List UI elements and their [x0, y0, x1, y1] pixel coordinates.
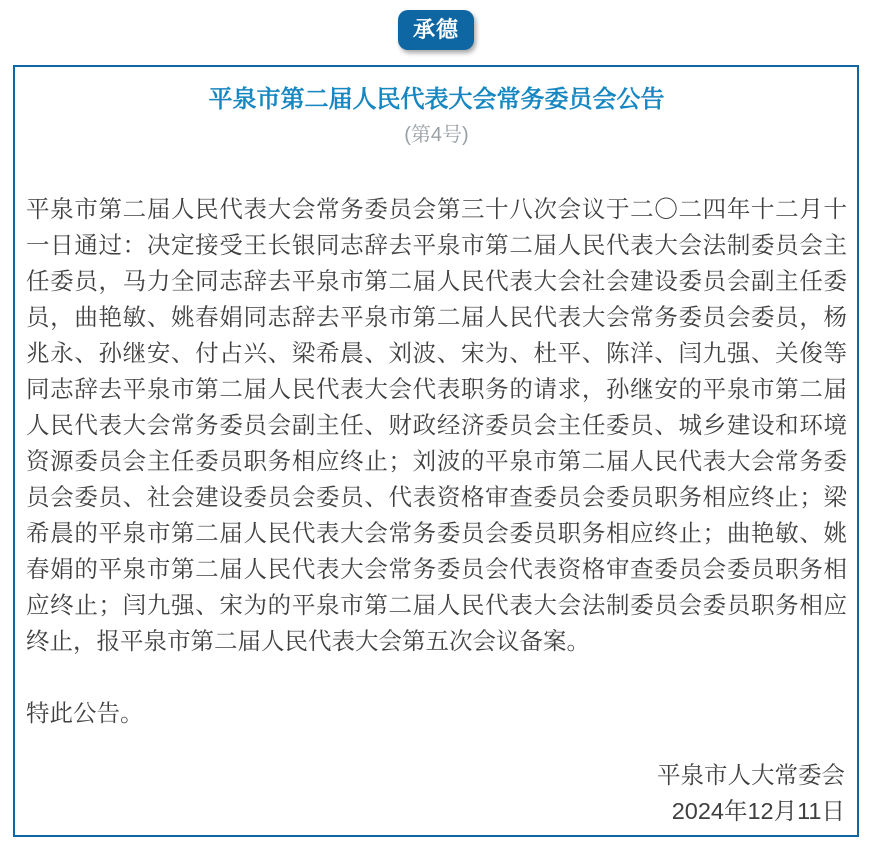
announcement-number: (第4号)	[404, 124, 469, 146]
announcement-body: 平泉市第二届人民代表大会常务委员会第三十八次会议于二〇二四年十二月十一日通过：决定接受王长银同志辞去平泉市第二届人民代表大会法制委员会主任委员，马力全同志辞去平泉市第二届人民代表大会社会建设委员会副主任委员，曲艳敏、姚春娟同志辞去平泉市第二届人民代表大会常务委员会委员，杨兆永、孙继安、付占兴、梁希晨、刘波、宋为、杜平、陈洋、闫九强、关俊等同志辞去平泉市第二届人民代表大会代表职务的请求，孙继安的平泉市第二届人民代表大会常务委员会副主任、财政经济委员会主任委员、城乡建设和环境资源委员会主任委员职务相应终止；刘波的平泉市第二届人民代表大会常务委员会委员、社会建设委员会委员、代表资格审查委员会委员职务相应终止；梁希晨的平泉市第二届人民代表大会常务委员会委员职务相应终止；曲艳敏、姚春娟的平泉市第二届人民代表大会常务委员会代表资格审查委员会委员职务相应终止；闫九强、宋为的平泉市第二届人民代表大会法制委员会委员职务相应终止，报平泉市第二届人民代表大会第五次会议备案。	[26, 196, 847, 654]
issuer-name: 平泉市人大常委会	[657, 762, 845, 788]
city-tag-chengde[interactable]: 承德	[398, 10, 474, 50]
announcement-closing: 特此公告。	[26, 700, 144, 726]
announcement-title: 平泉市第二届人民代表大会常务委员会公告	[208, 86, 665, 113]
issue-date: 2024年12月11日	[671, 798, 845, 824]
announcement-card	[13, 65, 859, 837]
badge-row	[0, 0, 872, 50]
